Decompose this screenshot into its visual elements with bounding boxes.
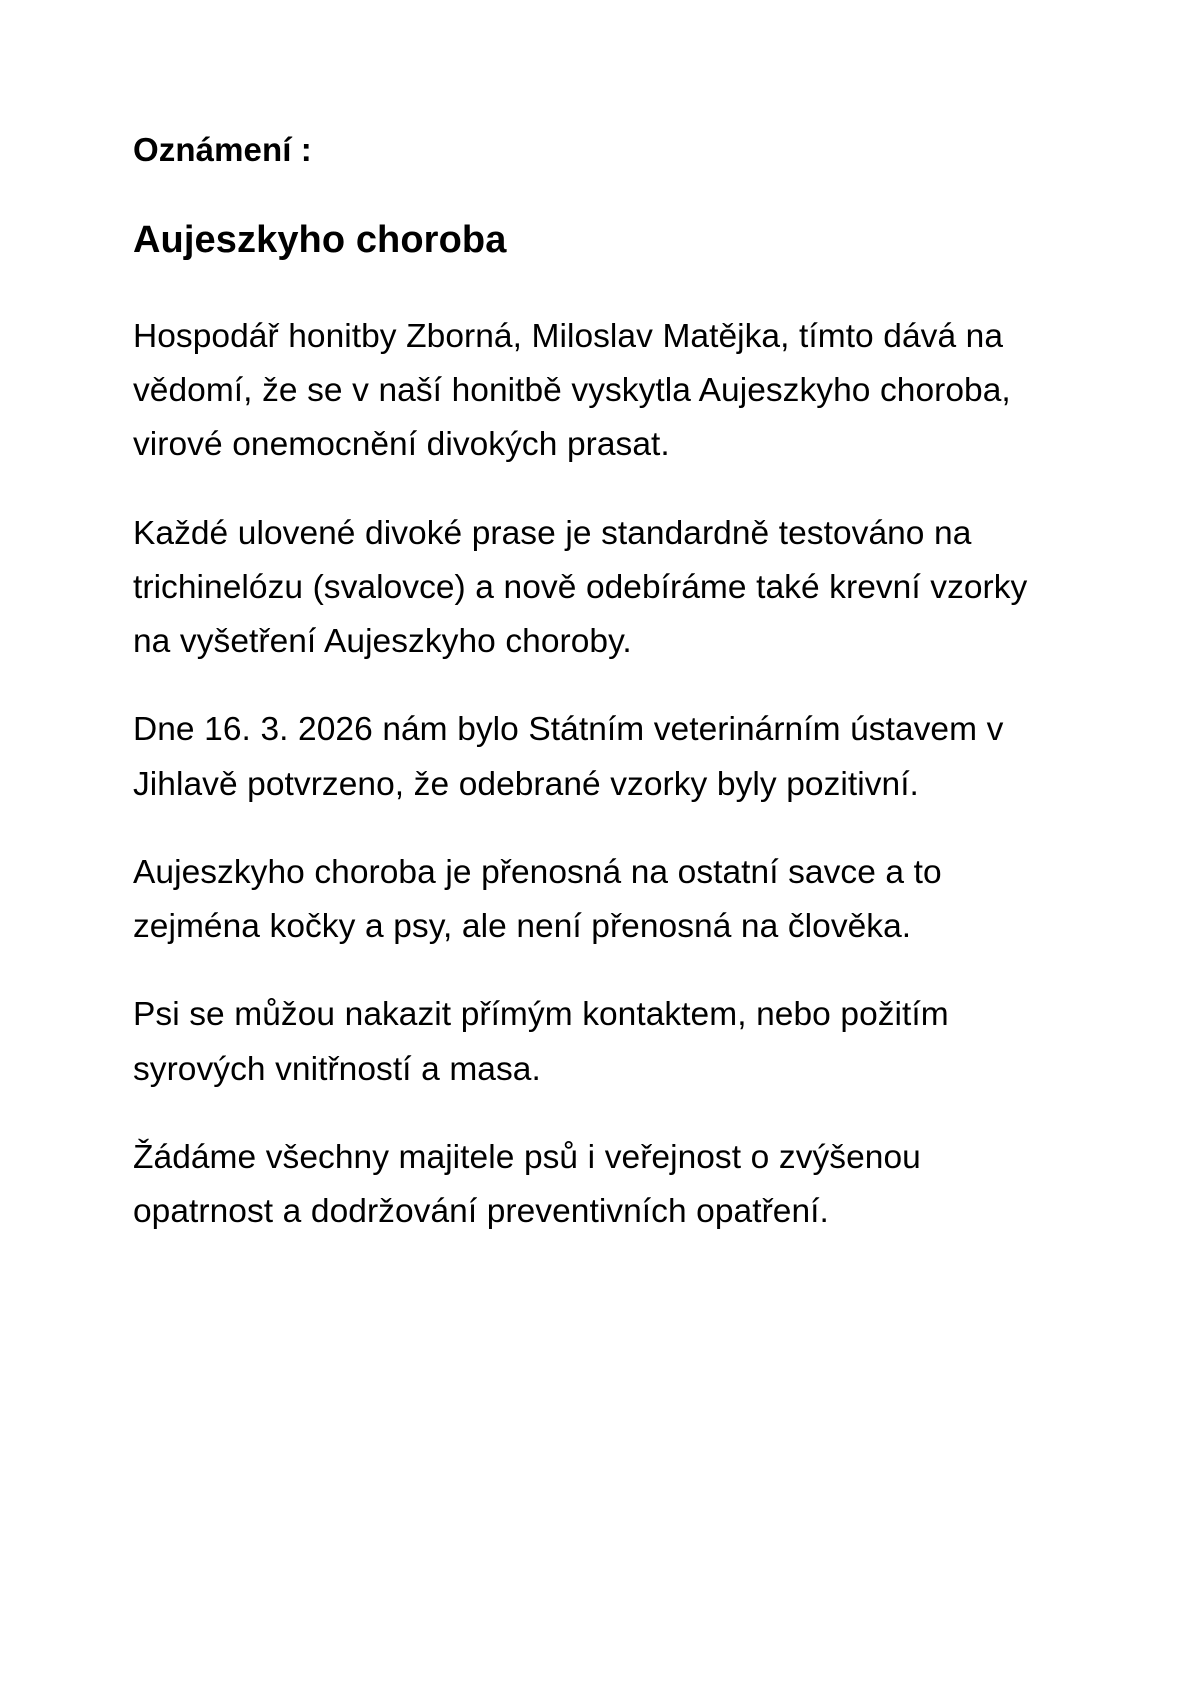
paragraph-confirmation-date: Dne 16. 3. 2026 nám bylo Státním veterinárním ústavem v Jihlavě potvrzeno, že odebrané vzorky byly pozitivní. — [133, 711, 1004, 803]
paragraph-transmission: Aujeszkyho choroba je přenosná na ostatní savce a to zejména kočky a psy, ale není přenosná na člověka. — [133, 853, 942, 946]
paragraph-request: Žádáme všechny majitele psů i veřejnost o zvýšenou opatrnost a dodržování preventivních opatření. — [133, 1138, 921, 1231]
page-title: Oznámení : — [133, 131, 312, 168]
document-body — [133, 131, 1038, 1239]
paragraph-dog-infection: Psi se můžou nakazit přímým kontaktem, nebo požitím syrových vnitřností a masa. — [133, 996, 949, 1088]
document-subtitle: Aujeszkyho choroba — [133, 218, 507, 261]
paragraph-testing: Každé ulovené divoké prase je standardně testováno na trichinelózu (svalovce) a nově odebíráme také krevní vzorky na vyšetření Aujeszkyho choroby. — [133, 514, 1028, 661]
paragraph-intro: Hospodář honitby Zborná, Miloslav Matějka, tímto dává na vědomí, že se v naší honitbě vyskytla Aujeszkyho choroba, virové onemocnění divokých prasat. — [133, 317, 1011, 464]
